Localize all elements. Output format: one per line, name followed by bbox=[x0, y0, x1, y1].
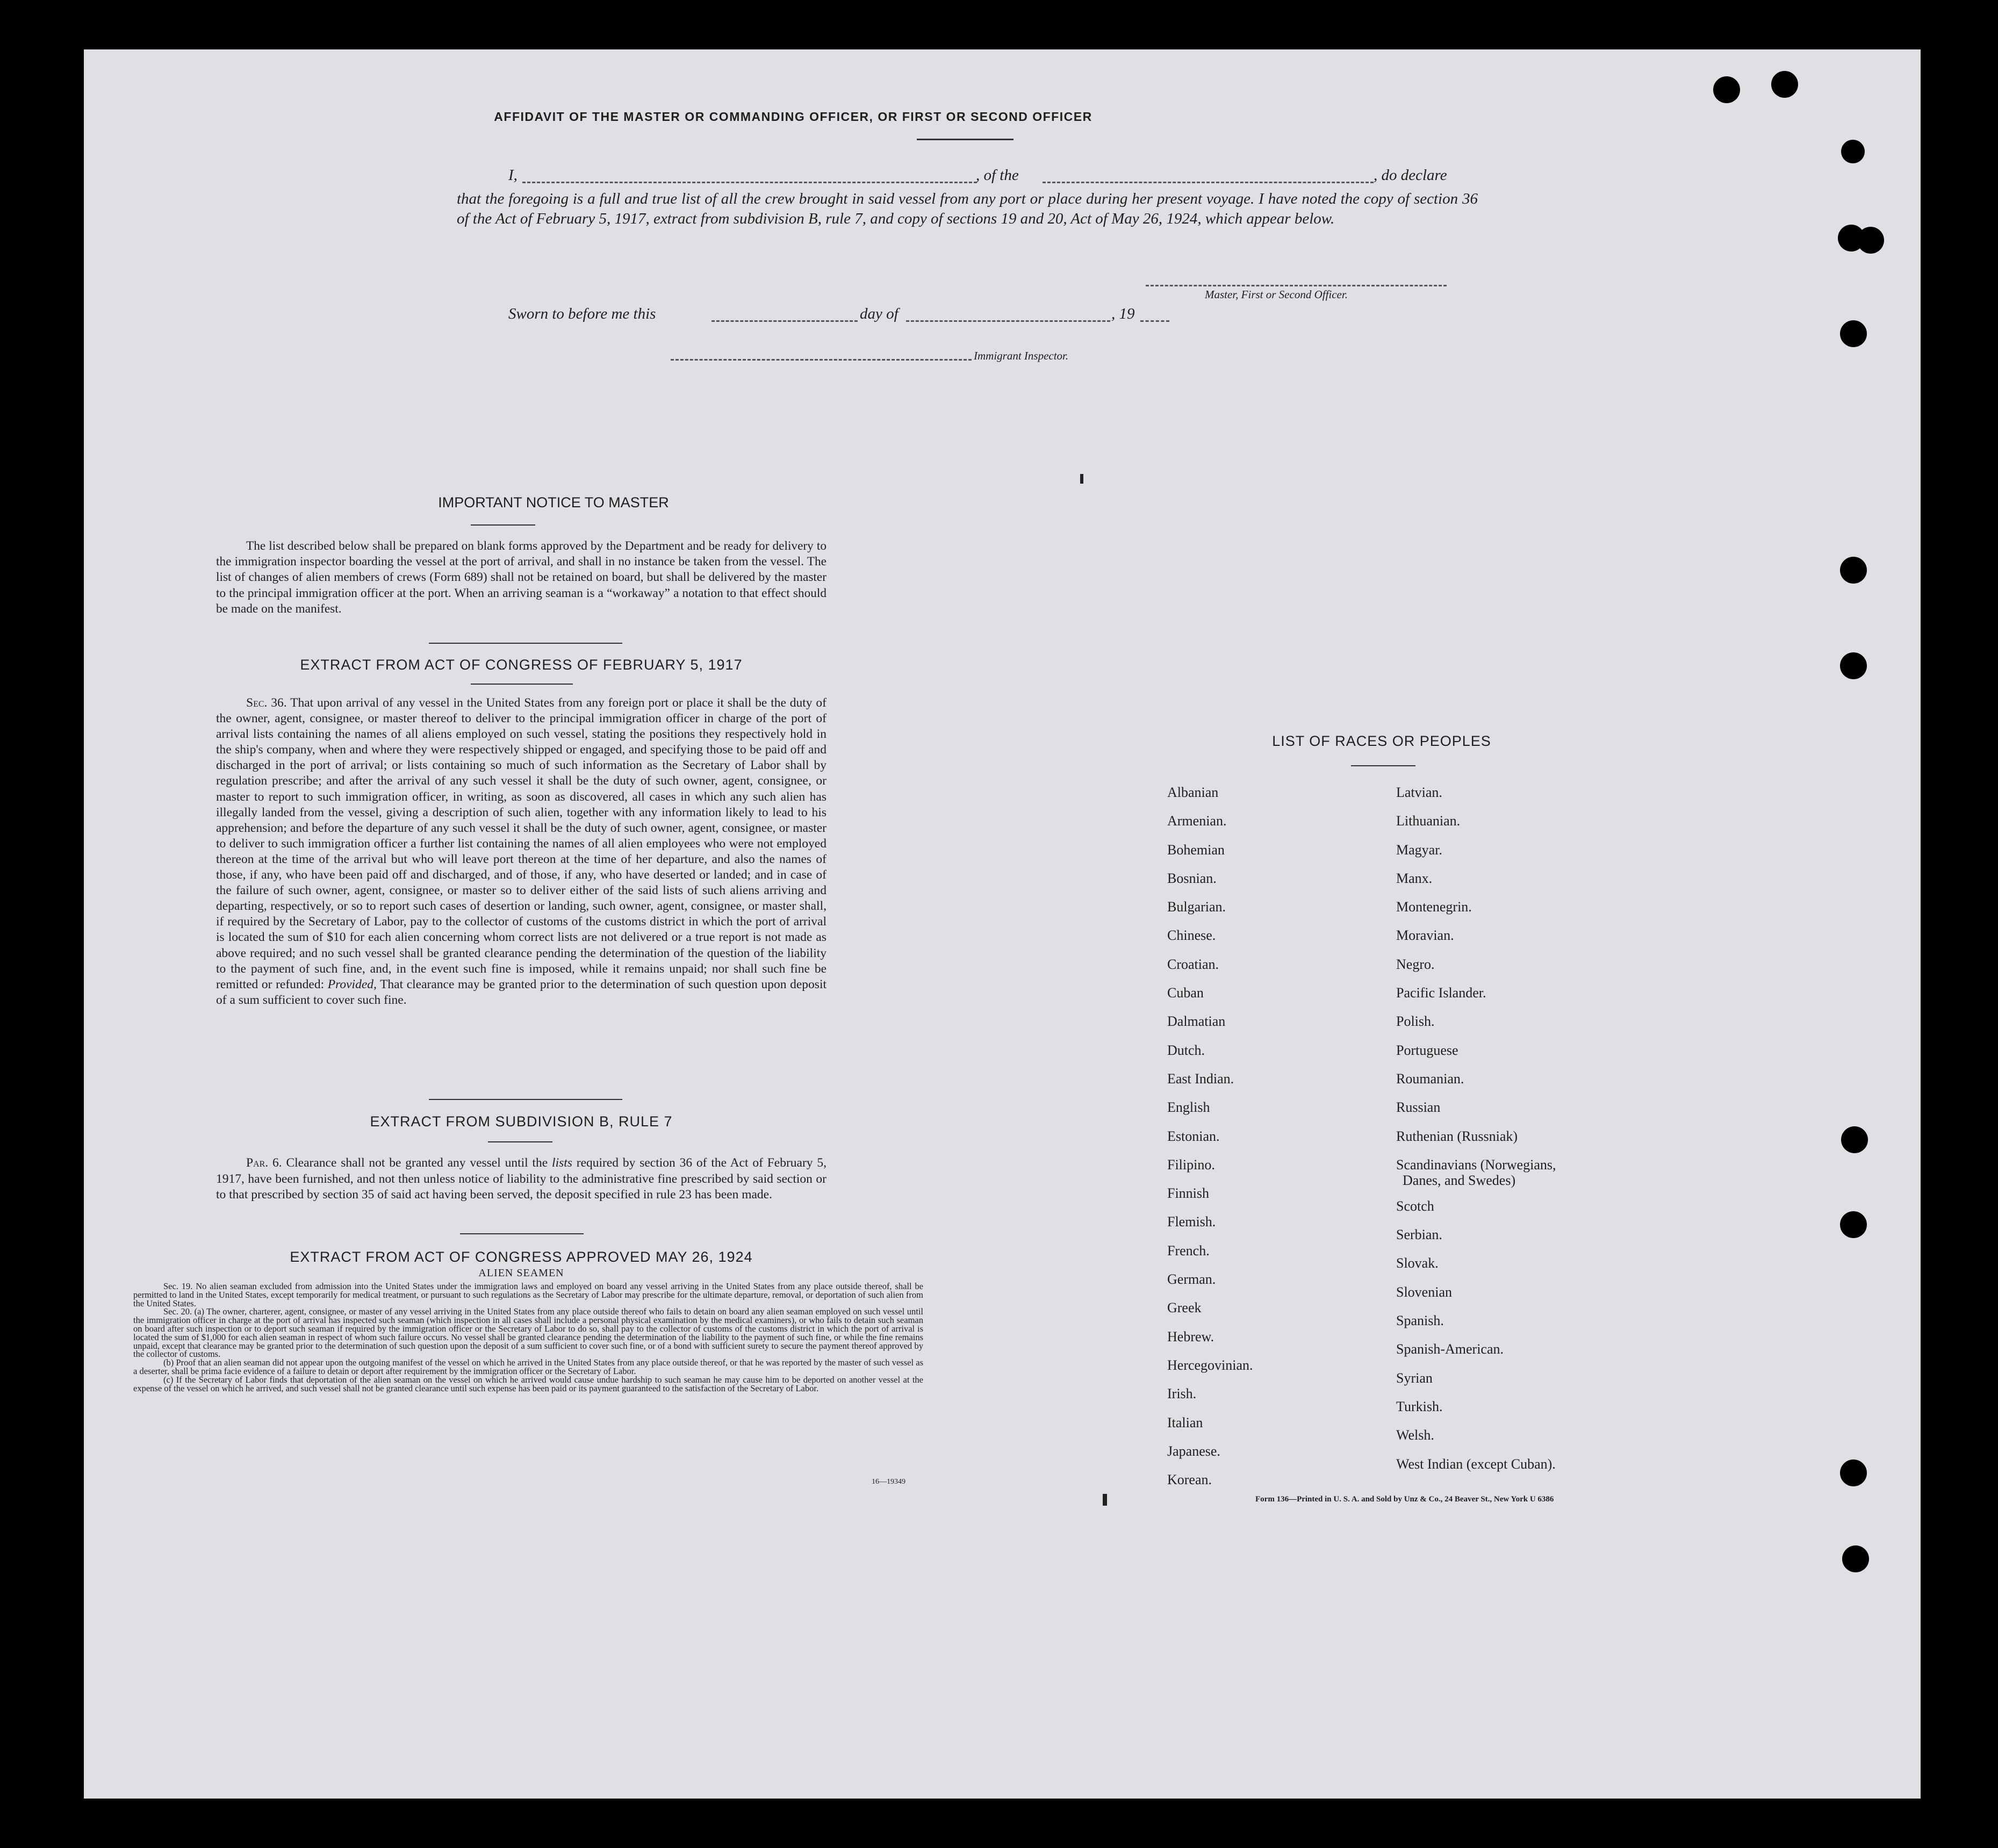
rule7-title: EXTRACT FROM SUBDIVISION B, RULE 7 bbox=[370, 1113, 673, 1130]
race-item: Cuban bbox=[1167, 985, 1204, 1001]
race-item: Japanese. bbox=[1167, 1443, 1220, 1459]
punch-hole bbox=[1842, 1545, 1869, 1572]
race-item: Italian bbox=[1167, 1414, 1203, 1430]
punch-hole bbox=[1841, 140, 1865, 163]
race-item: Serbian. bbox=[1396, 1227, 1442, 1243]
form-code: 16—19349 bbox=[872, 1478, 905, 1486]
document-page bbox=[84, 49, 1921, 1799]
section-20a: Sec. 20. (a) The owner, charterer, agent, consignee, or master of any vessel arriving in the United States from any place outside thereof who fails to detain on board any alien seaman employed on such vessel until the immigration officer in charge at the port of arrival has inspected such seaman (which inspection in all cases shall include a personal physical examination by the medical examiners), or who fails to detain such seaman on board after such inspection or to deport such seaman if required by the immigration officer or the Secretary of Labor to do so, shall pay to the collector of customs of the customs district in which the port of arrival is located the sum of $1,000 for each alien seaman in respect of whom such failure occurs. No vessel shall be granted clearance pending the determination of the liability to the payment of such fine, or while the fine remains unpaid, except that clearance may be granted prior to the determination of such question upon the deposit of a sum sufficient to cover such fine, or of a bond with sufficient surety to secure the payment thereof approved by the collector of customs. bbox=[133, 1306, 923, 1360]
race-item: Welsh. bbox=[1396, 1427, 1434, 1443]
title-underline bbox=[917, 139, 1014, 140]
races-underline bbox=[1351, 765, 1415, 766]
race-item: Pacific Islander. bbox=[1396, 985, 1486, 1001]
sworn-day-blank[interactable] bbox=[711, 320, 858, 322]
punch-hole bbox=[1840, 1459, 1867, 1486]
race-item: Irish. bbox=[1167, 1386, 1197, 1402]
section-20b: (b) Proof that an alien seaman did not appear upon the outgoing manifest of the vessel on which he arrived in the United States from any place outside thereof, or that he was reported by the master of such vessel as a deserter, shall be prima facie evidence of a failure to detain or deport after requirement by the immigration officer or the Secretary of Labor. bbox=[133, 1357, 923, 1376]
vessel-blank[interactable] bbox=[1043, 182, 1374, 183]
race-item: Spanish-American. bbox=[1396, 1341, 1504, 1357]
race-item: Moravian. bbox=[1396, 927, 1454, 944]
sworn-month-blank[interactable] bbox=[906, 320, 1110, 322]
notice-body bbox=[216, 538, 826, 617]
race-item: Albanian bbox=[1167, 785, 1219, 800]
extract-1924-subtitle: ALIEN SEAMEN bbox=[478, 1267, 564, 1279]
race-item: Estonian. bbox=[1167, 1128, 1220, 1144]
race-item: Greek bbox=[1167, 1300, 1202, 1316]
par-6-text-b: required by section 36 of the Act of February 5, 1917, have been furnished, and not then unless notice of liability to the administrative fine prescribed by said section or to that prescribed by section 35 of said act having been served, the deposit specified in rule 23 has been made. bbox=[216, 1156, 827, 1202]
race-item: Armenian. bbox=[1167, 813, 1227, 829]
divider bbox=[429, 1099, 622, 1100]
race-item: English bbox=[1167, 1099, 1210, 1116]
race-item: East Indian. bbox=[1167, 1070, 1234, 1087]
race-item: German. bbox=[1167, 1271, 1216, 1288]
race-item: Lithuanian. bbox=[1396, 813, 1461, 829]
race-item: West Indian (except Cuban). bbox=[1396, 1456, 1556, 1472]
affidavit-title: AFFIDAVIT OF THE MASTER OR COMMANDING OFFICER, OR FIRST OR SECOND OFFICER bbox=[494, 110, 1093, 124]
section-20c: (c) If the Secretary of Labor finds that deportation of the alien seaman on the vessel on which he arrived would cause undue hardship to such seaman he may cause him to be deported on another vessel at the expense of the vessel on which he arrived, and such vessel shall not be granted clearance until such expense has been paid or its payment guaranteed to the satisfaction of the Secretary of Labor. bbox=[133, 1374, 923, 1393]
punch-hole bbox=[1771, 71, 1798, 98]
race-item: Bosnian. bbox=[1167, 870, 1217, 886]
section-36-text: That upon arrival of any vessel in the United States from any foreign port or place it shall be the duty of the owner, agent, consignee, or master thereof to deliver to the principal immigration officer in charge of the port of arrival lists containing the names of all aliens employed on such vessel, stating the positions they respectively hold in the ship's company, when and where they were respectively shipped or engaged, and specifying those to be paid off and discharged in the port of arrival; or lists containing so much of such information as the Secretary of Labor shall by regulation prescribe; and after the arrival of any such vessel it shall be the duty of such owner, agent, consignee, or master to report to such immigration officer, in writing, as soon as discovered, all cases in which any such alien has illegally landed from the vessel, giving a description of such alien, together with any information likely to lead to his apprehension; and before the departure of any such vessel it shall be the duty of such owner, agent, consignee, or master to deliver to such immigration officer a further list containing the names of all alien employees who were not employed thereon at the time of the arrival but who will leave port thereon at the time of her departure, and also the names of those, if any, who have been paid off and discharged, and of those, if any, who have deserted or landed; and in case of the failure of such owner, agent, consignee, or master so to deliver either of the said lists of such aliens arriving and departing, respectively, or so to report such cases of desertion or landing, such owner, agent, consignee, or master shall, if required by the Secretary of Labor, pay to the collector of customs of the customs district in which the port of arrival is located the sum of $10 for each alien concerning whom correct lists are not delivered or a true report is not made as above required; and no such vessel shall be granted clearance pending the determination of the question of the liability to the payment of such fine, and, in the event such fine is imposed, while it remains unpaid; nor shall such fine be remitted or refunded: bbox=[216, 696, 827, 991]
notice-text: The list described below shall be prepared on blank forms approved by the Department and be ready for delivery to the immigration inspector boarding the vessel at the port of arrival, and shall in no instance be taken from the vessel. The list of changes of alien members of crews (Form 689) shall not be retained on board, but shall be delivered by the master to the principal immigration officer at the port. When an arriving seaman is a “workaway” a notation to that effect should be made on the manifest. bbox=[216, 539, 826, 616]
race-item: Chinese. bbox=[1167, 927, 1216, 944]
stray-mark bbox=[1103, 1494, 1107, 1506]
par-6-label: Par. 6. bbox=[246, 1156, 282, 1170]
sworn-year-blank[interactable] bbox=[1140, 320, 1169, 322]
sworn-text: Sworn to before me this bbox=[508, 305, 656, 322]
race-item: Ruthenian (Russniak) bbox=[1396, 1128, 1518, 1144]
race-item: Filipino. bbox=[1167, 1156, 1215, 1173]
notice-title: IMPORTANT NOTICE TO MASTER bbox=[438, 494, 669, 510]
races-title: LIST OF RACES OR PEOPLES bbox=[1272, 733, 1491, 749]
sworn-day-of: day of bbox=[860, 305, 899, 322]
punch-hole bbox=[1840, 557, 1867, 584]
race-item: Roumanian. bbox=[1396, 1070, 1464, 1087]
affidavit-of-the: , of the bbox=[976, 167, 1019, 184]
race-item: French. bbox=[1167, 1242, 1210, 1259]
name-blank[interactable] bbox=[522, 182, 977, 183]
race-item: Hebrew. bbox=[1167, 1328, 1214, 1344]
race-item: Korean. bbox=[1167, 1472, 1212, 1488]
race-item: Syrian bbox=[1396, 1370, 1433, 1386]
printer-footer: Form 136—Printed in U. S. A. and Sold by Unz & Co., 24 Beaver St., New York U 6386 bbox=[1255, 1495, 1554, 1504]
punch-hole bbox=[1840, 1211, 1867, 1238]
punch-hole bbox=[1713, 76, 1740, 103]
race-item: Polish. bbox=[1396, 1013, 1435, 1030]
inspector-label: Immigrant Inspector. bbox=[974, 349, 1069, 362]
race-item: Bohemian bbox=[1167, 842, 1225, 858]
par-6-text-a: Clearance shall not be granted any vessel until the bbox=[286, 1156, 548, 1170]
race-item: Negro. bbox=[1396, 956, 1435, 972]
extract-1917-title: EXTRACT FROM ACT OF CONGRESS OF FEBRUARY 5, 1917 bbox=[300, 657, 743, 673]
divider bbox=[429, 643, 622, 644]
race-item: Dutch. bbox=[1167, 1042, 1205, 1058]
race-item: Croatian. bbox=[1167, 956, 1219, 972]
divider bbox=[460, 1233, 584, 1234]
sworn-year: , 19 bbox=[1111, 305, 1135, 322]
race-item: Latvian. bbox=[1396, 785, 1442, 800]
stray-mark bbox=[1080, 474, 1083, 484]
race-item: Portuguese bbox=[1396, 1042, 1458, 1058]
races-left-column bbox=[1167, 778, 1253, 1494]
provided-word: Provided, bbox=[327, 977, 377, 991]
race-item: Finnish bbox=[1167, 1185, 1210, 1202]
rule7-body bbox=[216, 1155, 826, 1203]
race-item: Slovak. bbox=[1396, 1255, 1439, 1271]
punch-hole bbox=[1840, 320, 1867, 347]
lists-word: lists bbox=[552, 1156, 572, 1170]
punch-hole bbox=[1841, 1126, 1868, 1153]
signature-line[interactable] bbox=[1146, 285, 1447, 286]
punch-hole bbox=[1857, 227, 1884, 254]
extract-1917-body bbox=[216, 695, 826, 1008]
race-item: Russian bbox=[1396, 1099, 1441, 1116]
race-item: Montenegrin. bbox=[1396, 899, 1472, 915]
race-item: Flemish. bbox=[1167, 1214, 1216, 1230]
section-19: Sec. 19. No alien seaman excluded from admission into the United States under the immigration laws and employed on board any vessel arriving in the United States from any place outside thereof, shall be permitted to land in the United States, except temporarily for medical treatment, or pursuant to such regulations as the Secretary of Labor may prescribe for the ultimate departure, removal, or deportation of such alien from the United States. bbox=[133, 1281, 923, 1308]
signature-label: Master, First or Second Officer. bbox=[1205, 288, 1348, 301]
race-item: Bulgarian. bbox=[1167, 899, 1226, 915]
race-item: Turkish. bbox=[1396, 1398, 1443, 1414]
race-item: Slovenian bbox=[1396, 1284, 1452, 1300]
extract-1917-underline bbox=[471, 684, 573, 685]
rule7-underline bbox=[488, 1141, 552, 1142]
race-item: Danes, and Swedes) bbox=[1403, 1172, 1516, 1188]
extract-1924-title: EXTRACT FROM ACT OF CONGRESS APPROVED MAY 26, 1924 bbox=[290, 1249, 753, 1265]
race-item: Hercegovinian. bbox=[1167, 1357, 1253, 1373]
affidavit-body: that the foregoing is a full and true list of all the crew brought in said vessel from any port or place during her present voyage. I have noted the copy of section 36 of the Act of February 5, 1917, extract from subdivision B, rule 7, and copy of sections 19 and 20, Act of May 26, 1924, which appear below. bbox=[457, 190, 1478, 227]
section-36-tail: That clearance may be granted prior to the determination of such question upon deposit of a sum sufficient to cover such fine. bbox=[216, 977, 827, 1007]
punch-hole bbox=[1840, 652, 1867, 679]
section-36-label: Sec. 36. bbox=[246, 696, 287, 710]
race-item: Magyar. bbox=[1396, 842, 1442, 858]
races-right-column bbox=[1396, 778, 1556, 1478]
extract-1924-body bbox=[133, 1282, 923, 1392]
race-item: Spanish. bbox=[1396, 1313, 1444, 1329]
race-item: Scandinavians (Norwegians, bbox=[1396, 1156, 1556, 1173]
race-item: Dalmatian bbox=[1167, 1013, 1226, 1030]
race-item: Scotch bbox=[1396, 1198, 1434, 1214]
affidavit-do-declare: , do declare bbox=[1374, 167, 1447, 184]
race-item: Manx. bbox=[1396, 870, 1433, 886]
notice-underline bbox=[471, 524, 535, 526]
inspector-line[interactable] bbox=[671, 359, 972, 361]
affidavit-i: I, bbox=[508, 167, 518, 184]
